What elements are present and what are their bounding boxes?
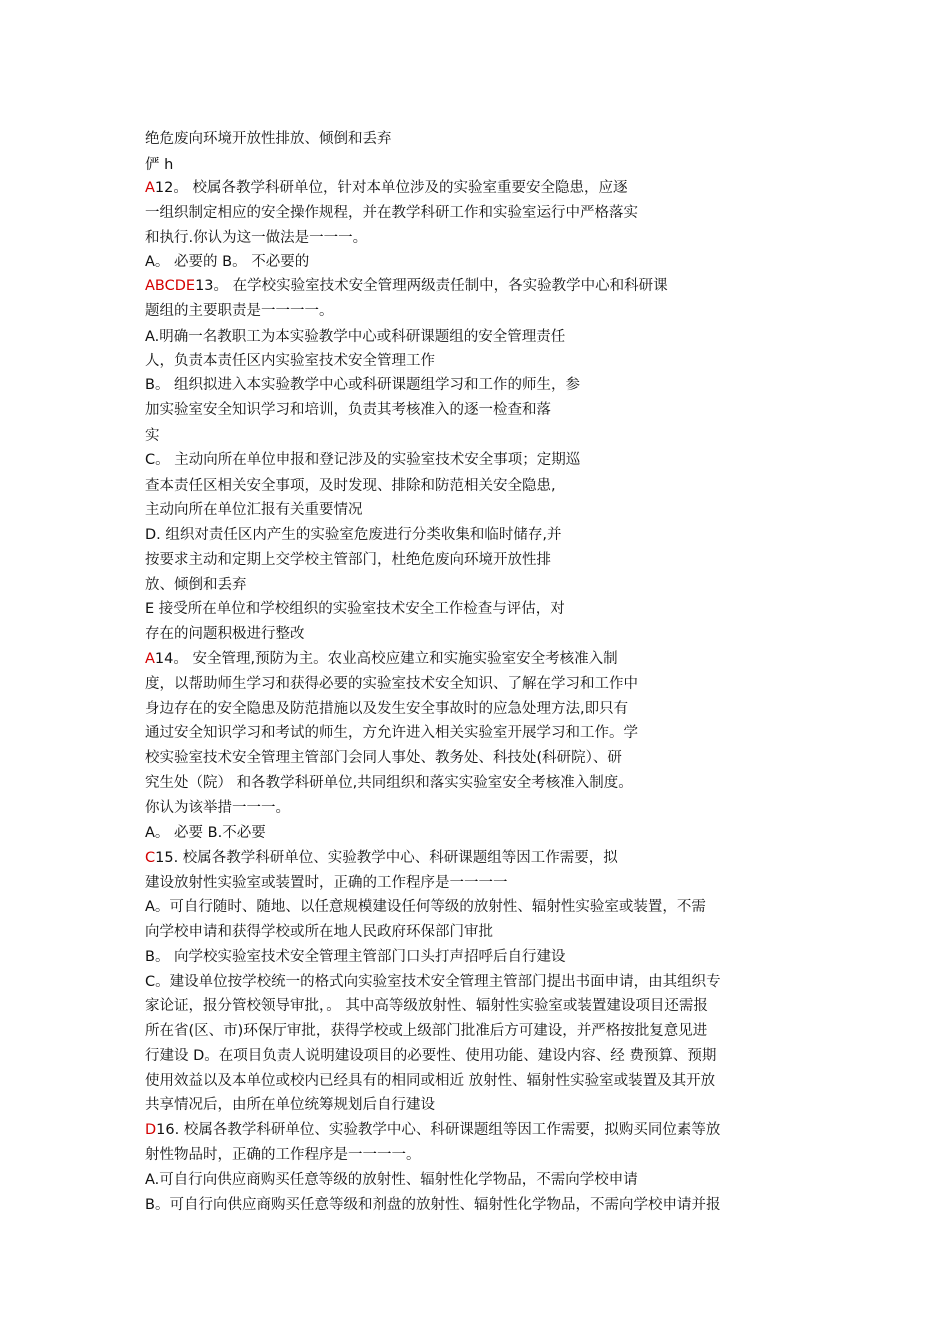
line-text: 和执行.你认为这一做法是一一一。	[145, 230, 368, 246]
text-line	[145, 1195, 720, 1215]
line-text: 13。 在学校实验室技术安全管理两级责任制中，各实验教学中心和科研课	[195, 278, 668, 294]
text-line	[145, 178, 627, 198]
line-text: 16. 校属各教学科研单位、实验教学中心、科研课题组等因工作需要，拟购买同位素等放	[156, 1122, 721, 1138]
text-line	[145, 550, 551, 570]
line-text: 所在省(区、市)环保厅审批，获得学校或上级部门批准后方可建设，并严格按批复意见进	[145, 1023, 708, 1039]
text-line	[145, 228, 367, 248]
line-text: 14。 安全管理,预防为主。农业高校应建立和实施实验室安全考核准入制	[154, 651, 618, 667]
line-text: 向学校申请和获得学校或所在地人民政府环保部门审批	[145, 924, 493, 940]
line-text: 通过安全知识学习和考试的师生，方允许进入相关实验室开展学习和工作。学	[145, 725, 638, 741]
text-line	[145, 301, 334, 321]
text-line	[145, 1046, 716, 1066]
line-text: A。 必要 B.不必要	[145, 825, 266, 841]
line-text: 一组织制定相应的安全操作规程，并在教学科研工作和实验室运行中严格落实	[145, 205, 638, 221]
text-line	[145, 327, 565, 347]
text-line	[145, 129, 392, 149]
text-line	[145, 922, 493, 942]
line-text: 题组的主要职责是一一一一。	[145, 303, 334, 319]
text-line	[145, 375, 580, 395]
answer-key: A	[145, 180, 155, 196]
line-text: A。 必要的 B。 不必要的	[145, 254, 310, 270]
text-line	[145, 649, 618, 669]
text-line	[145, 599, 565, 619]
line-text: 主动向所在单位汇报有关重要情况	[145, 502, 363, 518]
line-text: A。可自行随时、随地、以任意规模建设任何等级的放射性、辐射性实验室或装置，不需	[145, 899, 706, 915]
text-line	[145, 450, 580, 470]
line-text: 加实验室安全知识学习和培训，负责其考核准入的逐一检查和落	[145, 402, 551, 418]
line-text: D. 组织对责任区内产生的实验室危废进行分类收集和临时储存,并	[145, 527, 562, 543]
text-line	[145, 1071, 715, 1091]
line-text: 家论证，报分管校领导审批，。 其中高等级放射性、辐射性实验室或装置建设项目还需报	[145, 998, 708, 1014]
line-text: 绝危废向环境开放性排放、倾倒和丢弃	[145, 131, 392, 147]
text-line	[145, 996, 708, 1016]
text-line	[145, 1095, 435, 1115]
line-text: 建设放射性实验室或装置时，正确的工作程序是一一一一	[145, 875, 508, 891]
text-line	[145, 947, 566, 967]
line-text: B。可自行向供应商购买任意等级和剂盘的放射性、辐射性化学物品，不需向学校申请并报	[145, 1197, 721, 1213]
text-line	[145, 1021, 707, 1041]
text-line	[145, 155, 173, 175]
text-line	[145, 575, 247, 595]
answer-key: D	[145, 1122, 157, 1138]
line-text: 究生处（院） 和各教学科研单位,共同组织和落实实验室安全考核准入制度。	[145, 775, 633, 791]
line-text: C。 主动向所在单位申报和登记涉及的实验室技术安全事项；定期巡	[145, 452, 581, 468]
line-text: 俨 h	[145, 157, 174, 173]
line-text: 实	[145, 428, 160, 444]
text-line	[145, 674, 638, 694]
line-text: 你认为该举措一一一。	[145, 800, 290, 816]
line-text: 15. 校属各教学科研单位、实验教学中心、科研课题组等因工作需要，拟	[155, 850, 618, 866]
answer-key: A	[145, 651, 155, 667]
text-line	[145, 773, 633, 793]
text-line	[145, 723, 638, 743]
text-line	[145, 426, 160, 446]
line-text: B。 组织拟进入本实验教学中心或科研课题组学习和工作的师生，参	[145, 377, 581, 393]
line-text: 人，负责本责任区内实验室技术安全管理工作	[145, 353, 435, 369]
line-text: 度，以帮助师生学习和获得必要的实验室技术安全知识、了解在学习和工作中	[145, 676, 638, 692]
answer-key: C	[145, 850, 156, 866]
text-line	[145, 823, 266, 843]
text-line	[145, 476, 556, 496]
text-line	[145, 699, 628, 719]
text-line	[145, 203, 638, 223]
line-text: 存在的问题积极进行整改	[145, 626, 305, 642]
text-line	[145, 500, 363, 520]
text-line	[145, 897, 706, 917]
line-text: E 接受所在单位和学校组织的实验室技术安全工作检查与评估，对	[145, 601, 565, 617]
text-line	[145, 1145, 421, 1165]
text-line	[145, 1170, 638, 1190]
text-line	[145, 798, 290, 818]
line-text: A.可自行向供应商购买任意等级的放射性、辐射性化学物品，不需向学校申请	[145, 1172, 638, 1188]
text-line	[145, 1120, 720, 1140]
line-text: 放、倾倒和丢弃	[145, 577, 247, 593]
line-text: 按要求主动和定期上交学校主管部门，杜绝危废向环境开放性排	[145, 552, 551, 568]
line-text: 使用效益以及本单位或校内已经具有的相同或相近 放射性、辐射性实验室或装置及其开放	[145, 1073, 716, 1089]
line-text: 行建设 D。在项目负责人说明建设项目的必要性、使用功能、建设内容、经 费预算、预期	[145, 1048, 717, 1064]
text-line	[145, 624, 305, 644]
text-line	[145, 848, 618, 868]
line-text: 身边存在的安全隐患及防范措施以及发生安全事故时的应急处理方法,即只有	[145, 701, 629, 717]
text-line	[145, 252, 309, 272]
text-line	[145, 276, 668, 296]
answer-key: ABCDE	[145, 278, 196, 294]
line-text: 射性物品时，正确的工作程序是一一一一。	[145, 1147, 421, 1163]
text-line	[145, 400, 551, 420]
line-text: A.明确一名教职工为本实验教学中心或科研课题组的安全管理责任	[145, 329, 566, 345]
line-text: C。建设单位按学校统一的格式向实验室技术安全管理主管部门提出书面申请，由其组织专	[145, 974, 721, 990]
text-line	[145, 873, 508, 893]
text-line	[145, 972, 721, 992]
line-text: 共享情况后，由所在单位统筹规划后自行建设	[145, 1097, 435, 1113]
text-line	[145, 748, 622, 768]
text-line	[145, 351, 435, 371]
line-text: 查本责任区相关安全事项，及时发现、排除和防范相关安全隐患,	[145, 478, 556, 494]
line-text: 12。 校属各教学科研单位，针对本单位涉及的实验室重要安全隐患，应逐	[154, 180, 628, 196]
text-line	[145, 525, 562, 545]
line-text: B。 向学校实验室技术安全管理主管部门口头打声招呼后自行建设	[145, 949, 566, 965]
line-text: 校实验室技术安全管理主管部门会同人事处、教务处、科技处(科研院）、研	[145, 750, 622, 766]
